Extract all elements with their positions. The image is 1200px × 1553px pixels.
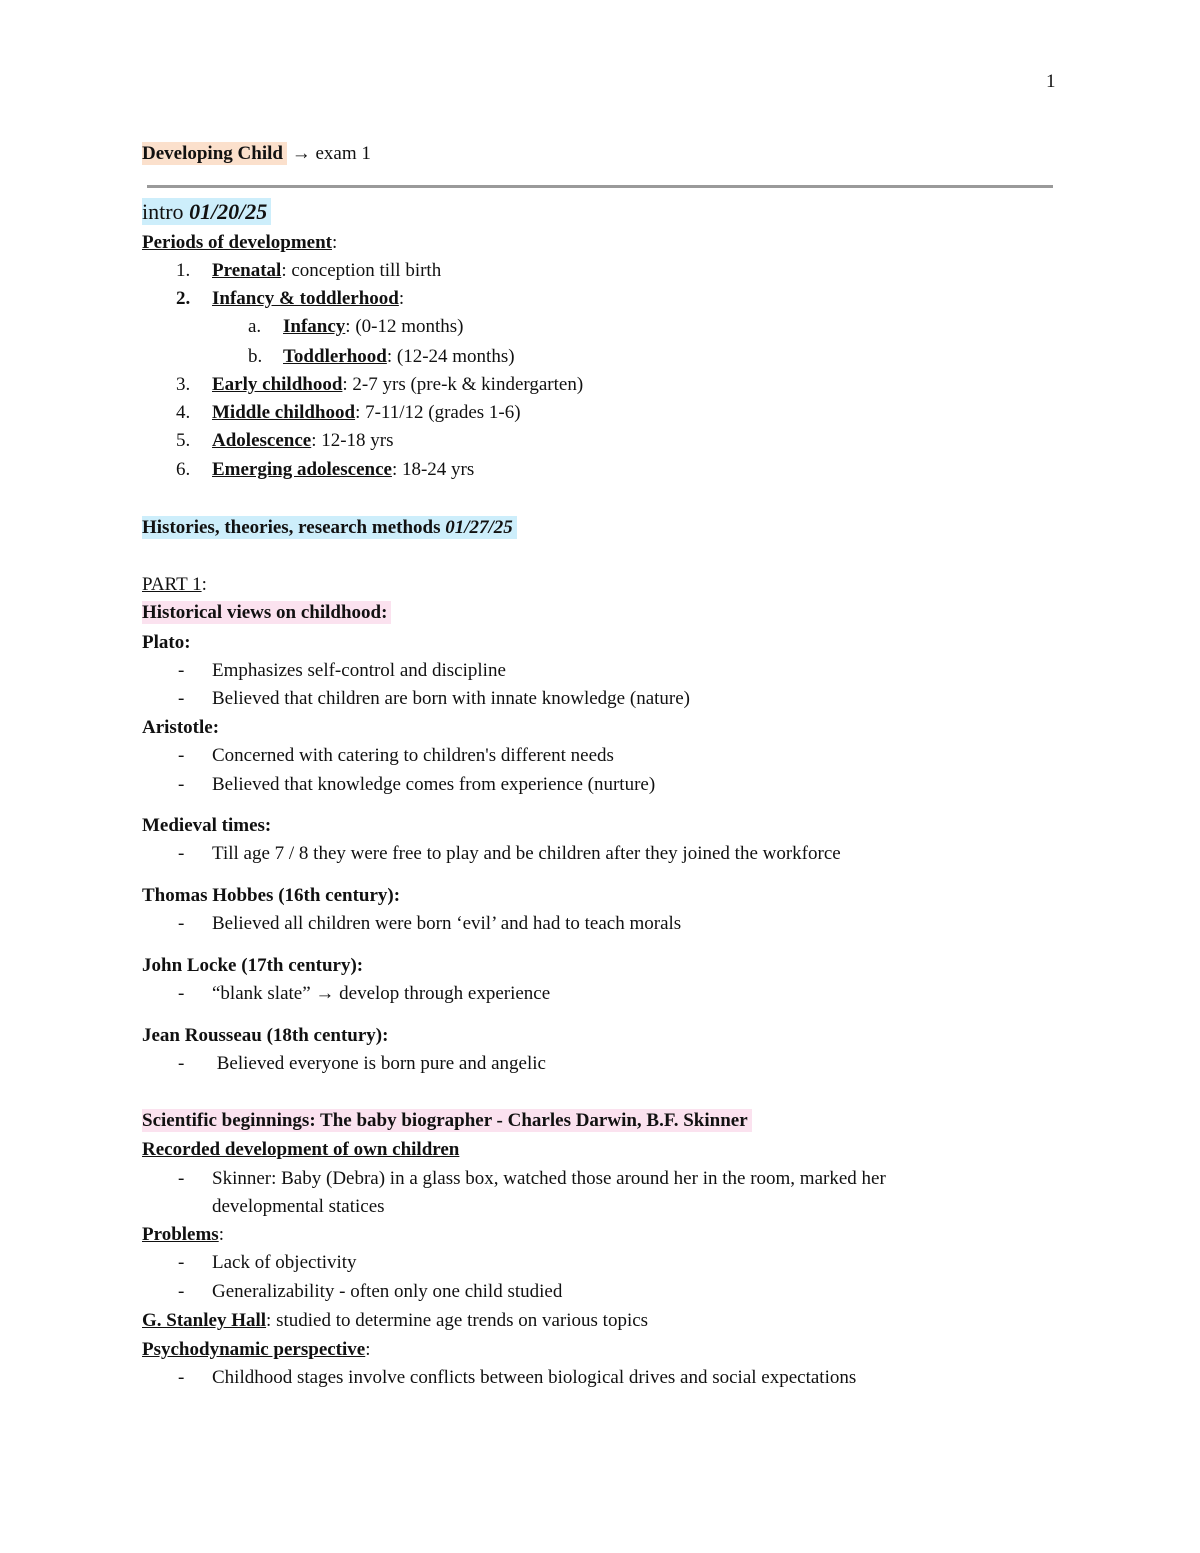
list-item: Toddlerhood: (12-24 months) — [283, 346, 515, 367]
problems-heading: Problems: — [142, 1224, 224, 1245]
psychodynamic-text: Psychodynamic perspective — [142, 1339, 366, 1360]
scientific-heading — [142, 1109, 752, 1133]
hall-desc: : studied to determine age trends on various topics — [266, 1310, 649, 1331]
bullet-item: Believed everyone is born pure and angelic — [212, 1053, 546, 1074]
bullet-dash: - — [178, 913, 185, 934]
bullet-item-continuation: developmental statices — [212, 1196, 385, 1217]
list-marker: 3. — [176, 374, 191, 395]
list-item: Adolescence: 12-18 yrs — [212, 430, 394, 451]
bullet-item: Believed that children are born with innate knowledge (nature) — [212, 688, 690, 709]
list-item: Emerging adolescence: 18-24 yrs — [212, 459, 475, 480]
bullet-dash: - — [178, 745, 185, 766]
bullet-dash: - — [178, 843, 185, 864]
bullet-dash: - — [178, 1252, 185, 1273]
bullet-item: Till age 7 / 8 they were free to play and be children after they joined the workforce — [212, 843, 841, 864]
hall-name: G. Stanley Hall — [142, 1310, 267, 1331]
bullet-dash: - — [178, 688, 185, 709]
bullet-item: Concerned with catering to children's different needs — [212, 745, 614, 766]
list-item: Infancy: (0-12 months) — [283, 316, 464, 337]
bullet-dash: - — [178, 1281, 185, 1302]
bullet-dash: - — [178, 983, 185, 1004]
bullet-dash: - — [178, 774, 185, 795]
medieval-heading: Medieval times: — [142, 815, 272, 836]
list-marker: b. — [248, 346, 263, 367]
bullet-item: Emphasizes self-control and discipline — [212, 660, 506, 681]
hobbes-heading: Thomas Hobbes (16th century): — [142, 885, 401, 906]
recorded-heading: Recorded development of own children — [142, 1139, 460, 1160]
bullet-item: Skinner: Baby (Debra) in a glass box, watched those around her in the room, marked her — [212, 1168, 886, 1189]
list-marker: 2. — [176, 288, 191, 309]
page-number: 1 — [1046, 71, 1056, 92]
list-marker: a. — [248, 316, 262, 337]
locke-heading: John Locke (17th century): — [142, 955, 364, 976]
intro-date: 01/20/25 — [189, 199, 268, 224]
part-label: PART 1 — [142, 574, 202, 595]
scientific-heading-text: Scientific beginnings: The baby biographer - Charles Darwin, B.F. Skinner — [142, 1109, 752, 1132]
histories-heading — [142, 516, 517, 540]
list-marker: 4. — [176, 402, 191, 423]
intro-heading — [142, 200, 271, 224]
bullet-dash: - — [178, 1053, 185, 1074]
bullet-item: Believed that knowledge comes from experience (nurture) — [212, 774, 656, 795]
list-item: Infancy & toddlerhood: — [212, 288, 405, 309]
bullet-item: “blank slate” → develop through experience — [212, 983, 551, 1004]
periods-heading: Periods of development: — [142, 232, 338, 253]
list-marker: 1. — [176, 260, 191, 281]
bullet-dash: - — [178, 1168, 185, 1189]
bullet-item: Generalizability - often only one child studied — [212, 1281, 563, 1302]
intro-label: intro — [142, 199, 190, 224]
list-marker: 5. — [176, 430, 191, 451]
bullet-dash: - — [178, 1367, 185, 1388]
title-suffix: → exam 1 — [286, 143, 371, 164]
part-heading: PART 1: — [142, 574, 207, 595]
title-name: Developing Child — [142, 142, 287, 165]
historical-views-heading — [142, 601, 391, 625]
historical-views-text: Historical views on childhood: — [142, 601, 391, 624]
document-title — [142, 142, 371, 166]
bullet-item: Lack of objectivity — [212, 1252, 357, 1273]
horizontal-rule — [147, 185, 1053, 188]
aristotle-heading: Aristotle: — [142, 717, 220, 738]
hall-line — [142, 1309, 648, 1333]
psychodynamic-heading: Psychodynamic perspective: — [142, 1339, 371, 1360]
list-item: Middle childhood: 7-11/12 (grades 1-6) — [212, 402, 521, 423]
histories-label: Histories, theories, research methods — [142, 517, 446, 538]
plato-heading: Plato: — [142, 632, 191, 653]
bullet-dash: - — [178, 660, 185, 681]
list-item: Early childhood: 2-7 yrs (pre-k & kindergarten) — [212, 374, 584, 395]
histories-date: 01/27/25 — [445, 517, 513, 538]
list-item: Prenatal: conception till birth — [212, 260, 442, 281]
list-marker: 6. — [176, 459, 191, 480]
bullet-item: Believed all children were born ‘evil’ and had to teach morals — [212, 913, 682, 934]
periods-heading-text: Periods of development — [142, 232, 332, 253]
problems-text: Problems — [142, 1224, 219, 1245]
rousseau-heading: Jean Rousseau (18th century): — [142, 1025, 389, 1046]
bullet-item: Childhood stages involve conflicts between biological drives and social expectations — [212, 1367, 857, 1388]
